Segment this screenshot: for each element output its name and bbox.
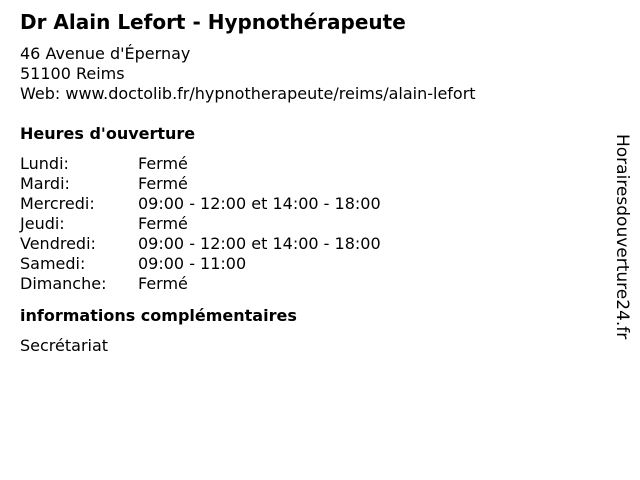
- hours-row-saturday: [20, 254, 600, 274]
- city-address: 51100 Reims: [20, 64, 125, 83]
- hours-value: Fermé: [138, 214, 188, 233]
- website-link[interactable]: Web: www.doctolib.fr/hypnotherapeute/reims/alain-lefort: [20, 84, 476, 103]
- day-label: Jeudi:: [20, 214, 65, 233]
- hours-row-friday: [20, 234, 600, 254]
- hours-row-monday: [20, 154, 600, 174]
- street-address: 46 Avenue d'Épernay: [20, 44, 191, 63]
- address-block: [20, 44, 600, 104]
- day-label: Lundi:: [20, 154, 69, 173]
- additional-info-heading: informations complémentaires: [20, 306, 297, 325]
- hours-row-sunday: [20, 274, 600, 294]
- day-label: Mercredi:: [20, 194, 95, 213]
- day-label: Vendredi:: [20, 234, 96, 253]
- opening-hours-heading: Heures d'ouverture: [20, 124, 196, 143]
- page-title: Dr Alain Lefort - Hypnothérapeute: [20, 10, 406, 34]
- hours-value: 09:00 - 12:00 et 14:00 - 18:00: [138, 194, 381, 213]
- opening-hours-table: [20, 154, 600, 294]
- hours-value: 09:00 - 11:00: [138, 254, 247, 273]
- hours-value: Fermé: [138, 154, 188, 173]
- day-label: Mardi:: [20, 174, 70, 193]
- business-card: [20, 8, 600, 356]
- hours-row-thursday: [20, 214, 600, 234]
- hours-value: Fermé: [138, 174, 188, 193]
- day-label: Dimanche:: [20, 274, 107, 293]
- day-label: Samedi:: [20, 254, 86, 273]
- additional-info-text: Secrétariat: [20, 336, 109, 355]
- hours-row-tuesday: [20, 174, 600, 194]
- hours-value: 09:00 - 12:00 et 14:00 - 18:00: [138, 234, 381, 253]
- hours-value: Fermé: [138, 274, 188, 293]
- hours-row-wednesday: [20, 194, 600, 214]
- site-watermark: Horairesdouverture24.fr: [612, 134, 632, 340]
